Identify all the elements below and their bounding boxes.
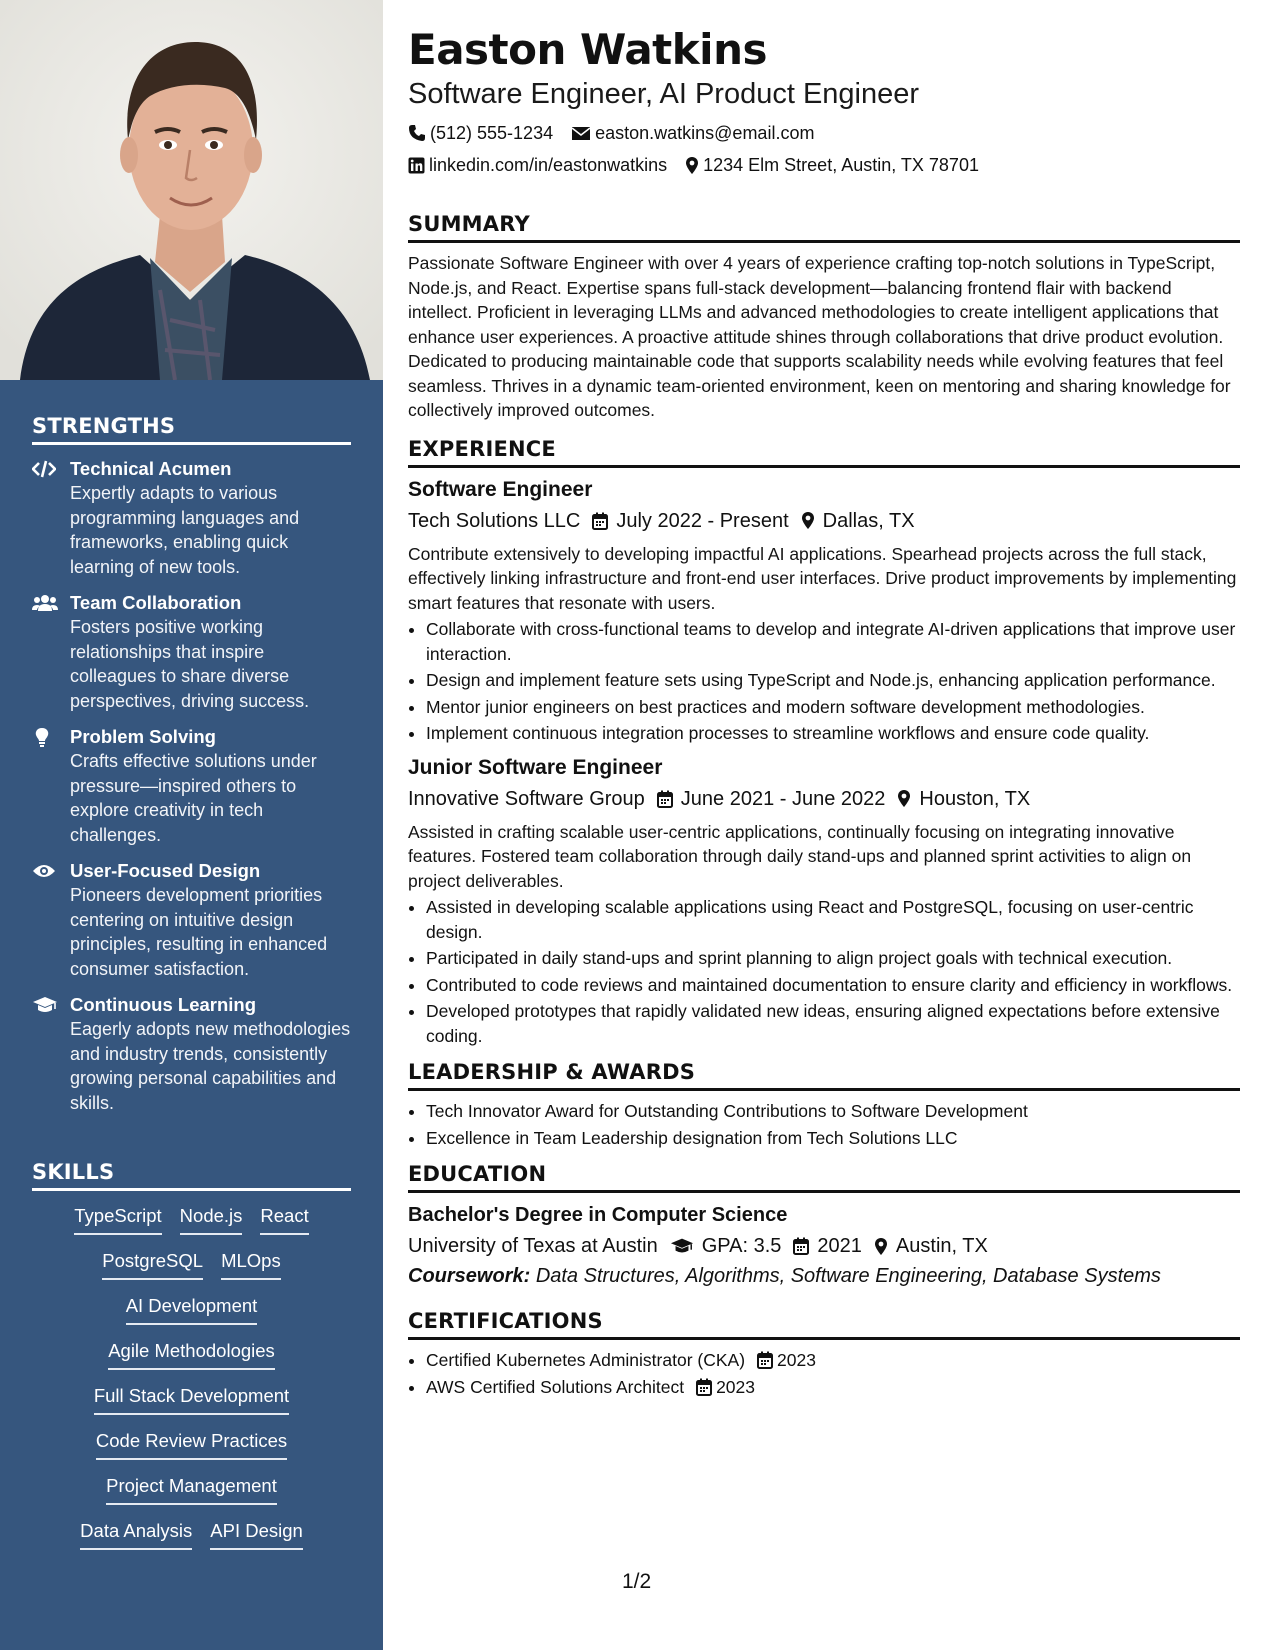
eye-icon (32, 861, 58, 881)
job-title: Software Engineer (408, 477, 593, 501)
job-title: Junior Software Engineer (408, 755, 663, 779)
coursework-label: Coursework: (408, 1265, 531, 1287)
phone-number: (512) 555-1234 (430, 122, 554, 143)
summary-section (408, 212, 1240, 423)
location-text: Houston, TX (919, 787, 1031, 810)
profile-photo (0, 0, 383, 380)
strength-item (32, 859, 351, 981)
skill-tag: MLOps (221, 1250, 281, 1280)
company: Tech Solutions LLC (408, 509, 581, 532)
calendar-icon (757, 1351, 773, 1369)
leadership-section (408, 1060, 1240, 1150)
cert-name: • Certified Kubernetes Administrator (CKA) (426, 1350, 746, 1370)
email-contact[interactable] (571, 123, 814, 144)
education-meta (408, 1231, 1240, 1261)
skill-tag: Code Review Practices (96, 1430, 287, 1460)
list-item: • Contributed to code reviews and maintained documentation to ensure clarity and efficiency in workflows. (426, 973, 1240, 998)
certifications-list (408, 1348, 1240, 1399)
address: 1234 Elm Street, Austin, TX 78701 (703, 154, 979, 175)
education-heading: EDUCATION (408, 1162, 1240, 1193)
candidate-name: Easton Watkins (408, 25, 767, 74)
skills-section (32, 1160, 351, 1565)
list-item (426, 1348, 1240, 1373)
contact-row (408, 120, 1240, 146)
cert-year: 2023 (777, 1350, 816, 1370)
skill-tag: Full Stack Development (94, 1385, 289, 1415)
page-number: 1/2 (622, 1570, 652, 1593)
strength-desc: Eagerly adopts new methodologies and industry trends, consistently growing personal capabilities and skills. (70, 1019, 351, 1113)
certifications-section (408, 1309, 1240, 1399)
strength-title: Problem Solving (70, 726, 216, 747)
map-pin-icon (874, 1237, 888, 1256)
job-location (897, 784, 1030, 814)
list-item: • Implement continuous integration processes to streamline workflows and ensure code quality. (426, 721, 1240, 746)
job-meta (408, 784, 1240, 814)
skill-tag: React (260, 1205, 308, 1235)
map-pin-icon (801, 511, 815, 530)
list-item: • Design and implement feature sets using TypeScript and Node.js, enhancing application performance. (426, 668, 1240, 693)
gpa-text: GPA: 3.5 (701, 1235, 782, 1257)
code-icon (32, 459, 58, 479)
strength-title: Continuous Learning (70, 994, 257, 1015)
address-contact (685, 155, 979, 176)
certifications-heading: CERTIFICATIONS (408, 1309, 1240, 1340)
skill-tag: PostgreSQL (102, 1250, 203, 1280)
strength-desc: Pioneers development priorities centering on intuitive design principles, resulting in enhanced consumer satisfaction. (70, 885, 328, 979)
linkedin-url: linkedin.com/in/eastonwatkins (429, 154, 668, 175)
summary-heading: SUMMARY (408, 212, 1240, 243)
job-entry (408, 754, 1240, 1049)
list-item: • Excellence in Team Leadership designation from Tech Solutions LLC (426, 1126, 1240, 1151)
skill-tag: AI Development (126, 1295, 258, 1325)
list-item: • Participated in daily stand-ups and sprint planning to align project goals with technical execution. (426, 946, 1240, 971)
strength-title: User-Focused Design (70, 860, 261, 881)
job-dates (592, 506, 788, 536)
list-item: • Mentor junior engineers on best practices and modern software development methodologies. (426, 695, 1240, 720)
candidate-title: Software Engineer, AI Product Engineer (408, 78, 920, 110)
skills-list (32, 1205, 351, 1565)
job-dates (657, 784, 886, 814)
list-item (426, 1375, 1240, 1400)
list-item: • Developed prototypes that rapidly validated new ideas, ensuring aligned expectations before extensive coding. (426, 999, 1240, 1048)
calendar-icon (657, 790, 673, 808)
cert-name: • AWS Certified Solutions Architect (426, 1376, 685, 1397)
leadership-list (408, 1099, 1240, 1150)
strength-desc: Expertly adapts to various programming languages and frameworks, enabling quick learning of new tools. (70, 483, 300, 577)
degree: Bachelor's Degree in Computer Science (408, 1204, 788, 1226)
experience-section (408, 437, 1240, 1049)
map-pin-icon (685, 156, 699, 175)
envelope-icon (571, 125, 591, 141)
users-icon (32, 593, 58, 613)
main-content (408, 24, 1240, 1401)
strength-item (32, 725, 351, 847)
skill-tag: TypeScript (74, 1205, 161, 1235)
skill-tag: Agile Methodologies (108, 1340, 275, 1370)
location-text: Dallas, TX (822, 509, 915, 532)
leadership-heading: LEADERSHIP & AWARDS (408, 1060, 1240, 1091)
strength-item (32, 591, 351, 713)
map-pin-icon (897, 789, 911, 808)
summary-text: Passionate Software Engineer with over 4 years of experience crafting top-notch solutions in TypeScript, Node.js, and React. Expertise spans full-stack development—balancing frontend flair with backend intellect. Proficient in leveraging LLMs and advanced methodologies to create intelligent applications that enhance user experiences. A proactive attitude shines through collaborations that drive product evolution. Dedicated to producing maintainable code that supports scalability needs while evolving features that feel seamless. Thrives in a dynamic team-oriented environment, keen on mentoring and sharing knowledge for collectively improved outcomes. (408, 253, 1231, 420)
calendar-icon (592, 512, 608, 530)
job-meta (408, 506, 1240, 536)
list-item: • Collaborate with cross-functional teams to develop and integrate AI-driven applications that improve user interaction. (426, 617, 1240, 666)
strengths-heading: STRENGTHS (32, 414, 351, 445)
list-item: • Assisted in developing scalable applications using React and PostgreSQL, focusing on user-centric design. (426, 895, 1240, 944)
job-bullets (408, 895, 1240, 1048)
linkedin-contact[interactable] (408, 155, 667, 176)
job-location (801, 506, 915, 536)
strength-desc: Crafts effective solutions under pressure—inspired others to explore creativity in tech challenges. (70, 751, 317, 845)
strength-title: Technical Acumen (70, 458, 232, 479)
sidebar (0, 0, 383, 1650)
education-section (408, 1162, 1240, 1291)
date-range: June 2021 - June 2022 (680, 787, 886, 810)
graduation-cap-icon (32, 995, 58, 1015)
phone-icon (408, 124, 426, 142)
year-text: 2021 (817, 1235, 862, 1257)
skill-tag: API Design (210, 1520, 303, 1550)
job-entry (408, 476, 1240, 746)
coursework-list: Data Structures, Algorithms, Software Engineering, Database Systems (535, 1265, 1161, 1287)
job-bullets (408, 617, 1240, 746)
contact-row (408, 152, 1240, 178)
list-item: • Tech Innovator Award for Outstanding Contributions to Software Development (426, 1099, 1240, 1124)
strength-title: Team Collaboration (70, 592, 242, 613)
strength-desc: Fosters positive working relationships that inspire colleagues to share diverse perspectives, driving success. (70, 617, 310, 711)
graduation-cap-icon (670, 1237, 694, 1255)
graduation-year (793, 1231, 862, 1261)
skills-heading: SKILLS (32, 1160, 351, 1191)
strength-item (32, 457, 351, 579)
cert-year: 2023 (716, 1376, 756, 1397)
job-description: Contribute extensively to developing impactful AI applications. Spearhead projects across the full stack, effectively linking infrastructure and front-end user interfaces. Drive product improvements by implementing smart features that resonate with users. (408, 543, 1237, 613)
coursework (408, 1261, 1240, 1291)
location-text: Austin, TX (895, 1235, 988, 1257)
experience-heading: EXPERIENCE (408, 437, 1240, 468)
school: University of Texas at Austin (408, 1235, 658, 1257)
email-address: easton.watkins@email.com (595, 122, 815, 143)
calendar-icon (696, 1378, 712, 1396)
job-description: Assisted in crafting scalable user-centric applications, continually focusing on integrating innovative features. Fostered team collaboration through daily stand-ups and planned sprint activities to align on project deliverables. (408, 821, 1192, 891)
skill-tag: Node.js (180, 1205, 243, 1235)
calendar-icon (793, 1237, 809, 1255)
skill-tag: Data Analysis (80, 1520, 192, 1550)
linkedin-icon (408, 157, 425, 174)
strength-item (32, 993, 351, 1115)
skill-tag: Project Management (106, 1475, 277, 1505)
company: Innovative Software Group (408, 787, 645, 810)
strengths-section (32, 414, 351, 1115)
phone-contact[interactable] (408, 123, 553, 144)
school-location (874, 1231, 988, 1261)
gpa (670, 1231, 782, 1261)
lightbulb-icon (32, 727, 58, 747)
date-range: July 2022 - Present (616, 509, 789, 532)
